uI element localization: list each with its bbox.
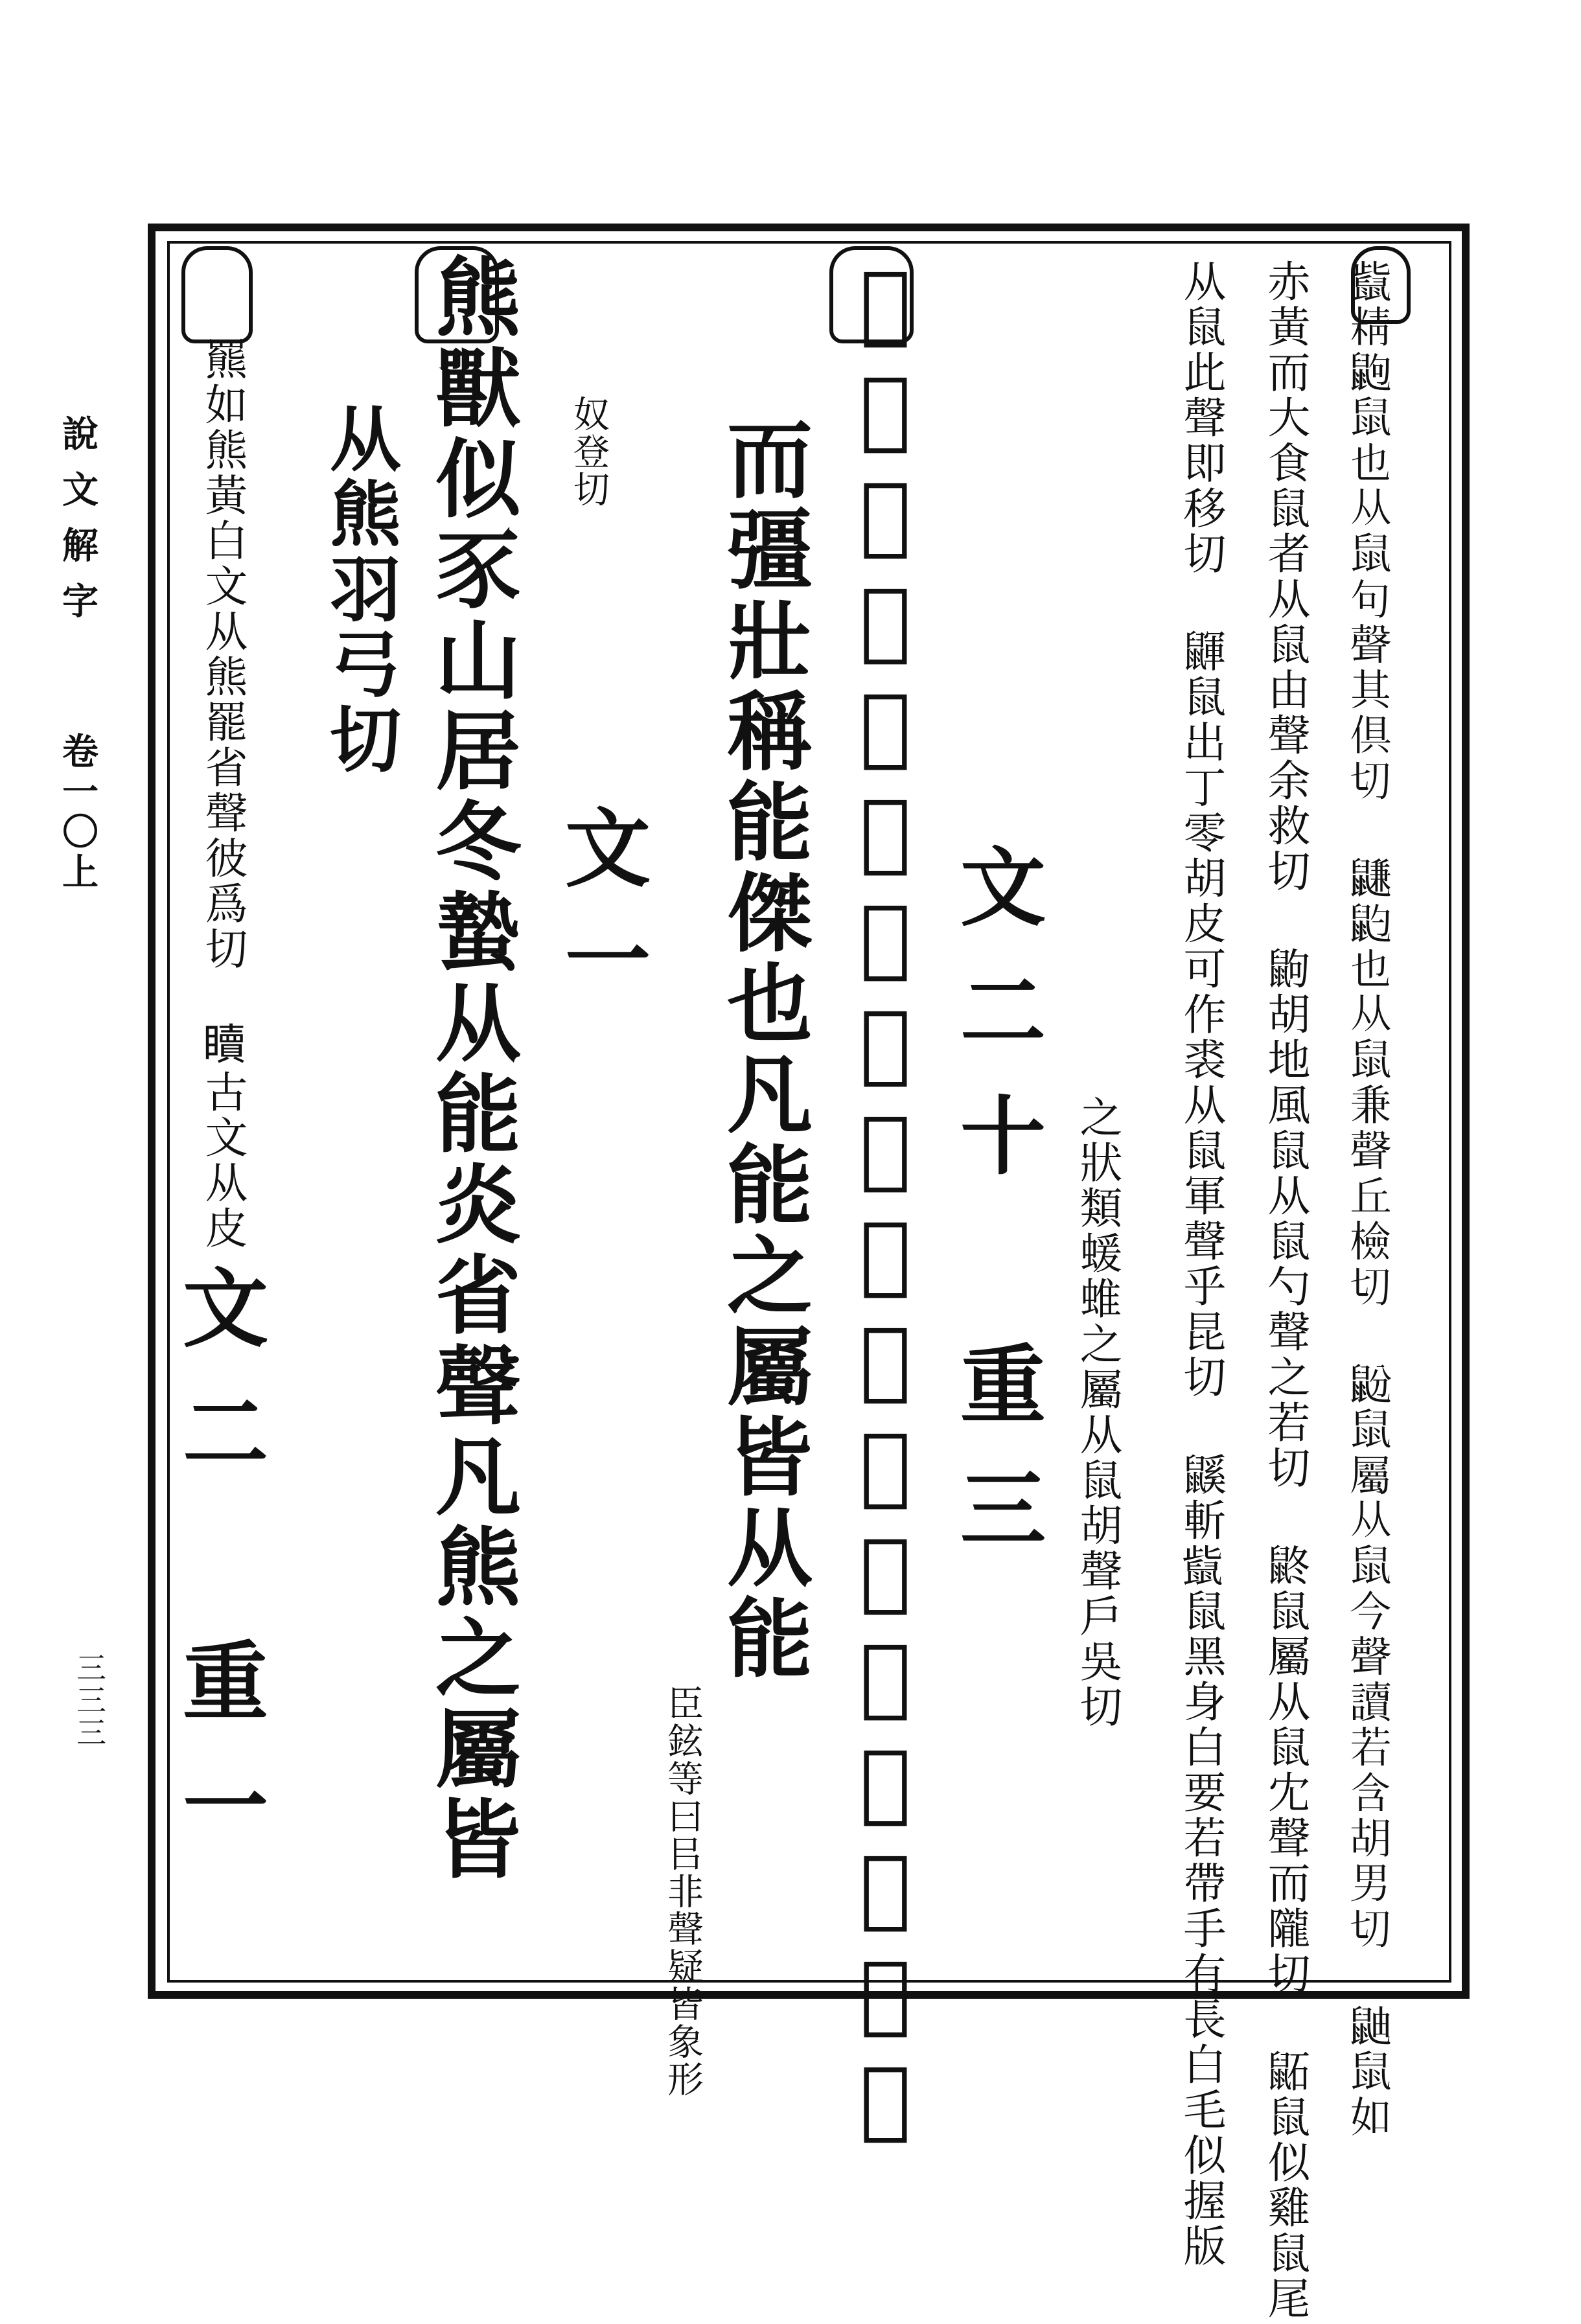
text-column-1: 𪕊精鼩鼠也从鼠句聲其俱切 鼸䶂也从鼠兼聲丘檢切 鼢鼠屬从鼠今聲讀若含胡男切 鼬鼠如 (1344, 259, 1394, 2140)
text-annotation-1: 臣鉉等曰㠯非聲疑皆象形 (662, 1685, 704, 2098)
text-column-5: 𦋺熊屬足似鹿从肉㠯聲能獸堅中故稱賢能 (835, 253, 936, 2154)
text-annotation-2: 奴登切 (568, 395, 610, 508)
seal-glyph-1 (1351, 246, 1411, 324)
seal-glyph-3 (415, 246, 499, 343)
text-column-3: 从鼠此聲即移切 鼲鼠出丁零胡皮可作裘从鼠軍聲乎昆切 鼷斬𪕊鼠黑身白要若帶手有長白毛似握版 (1176, 259, 1226, 2269)
seal-glyph-2 (829, 246, 914, 343)
margin-page-number: 三三三 (72, 1652, 107, 1749)
seal-glyph-4 (181, 246, 253, 343)
margin-book-title: 說文解字 (56, 415, 99, 638)
text-column-9: 羆如熊黃白文从熊罷省聲彼爲切 𥌚古文从皮 (198, 337, 248, 1251)
text-column-6: 而彊壯稱能傑也凡能之屬皆从能 (712, 415, 813, 1685)
text-column-count-2: 文一 (550, 803, 651, 1026)
margin-volume: 卷一〇上 (56, 732, 99, 893)
text-column-8: 从熊羽弓切 (318, 402, 402, 777)
text-column-7: 熊獸似豕山居冬蟄从能炎省聲凡熊之屬皆 (421, 253, 521, 1885)
text-column-count-3: 文二 重一 (168, 1263, 268, 1885)
text-column-count-1: 文二十 重三 (945, 842, 1046, 1589)
text-column-2: 赤黃而大食鼠者从鼠由聲余救切 鼩胡地風鼠从鼠勺聲之若切 鼨鼠屬从鼠冘聲而隴切 鼫鼠似雞鼠尾 (1260, 259, 1310, 2321)
text-column-4: 之狀類蝯蜼之屬从鼠胡聲戶吳切 (1072, 1095, 1122, 1730)
